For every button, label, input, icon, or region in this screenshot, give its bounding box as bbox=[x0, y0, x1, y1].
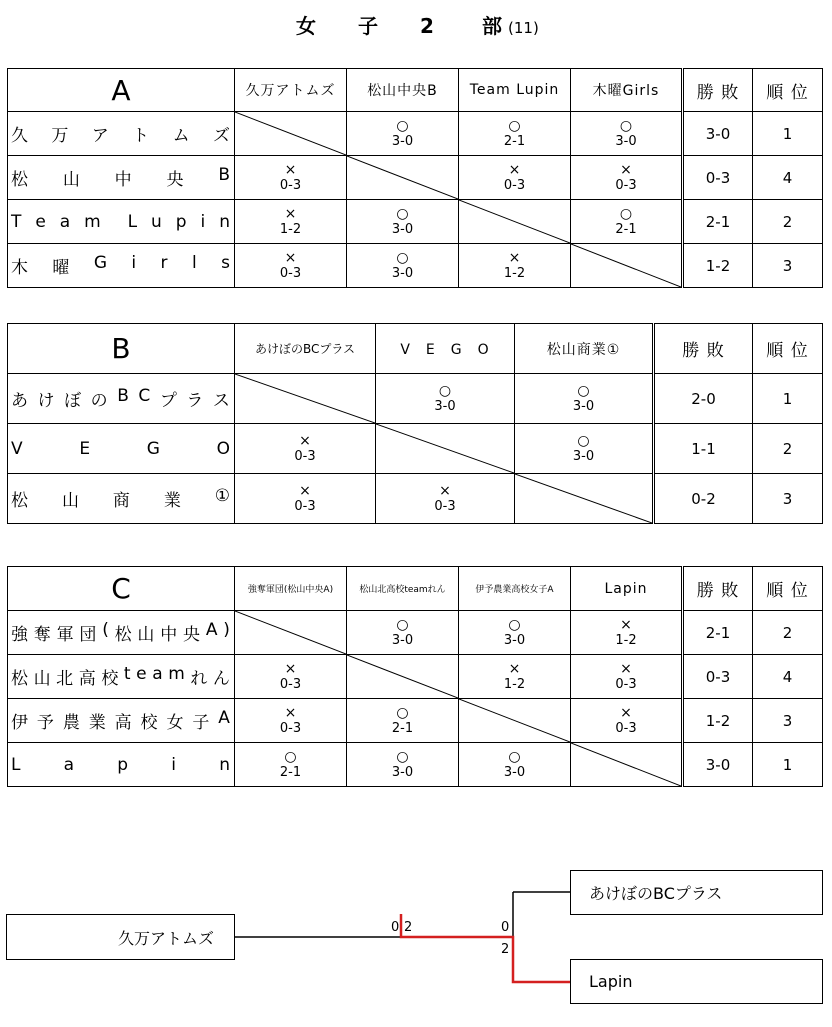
name-char: 奪 bbox=[33, 625, 52, 645]
match-score: 3-0 bbox=[391, 133, 414, 149]
name-char: ト bbox=[132, 126, 151, 146]
match-score: 3-0 bbox=[503, 764, 526, 780]
win-loss-record: 1-2 bbox=[683, 699, 753, 743]
name-char: の bbox=[90, 391, 109, 411]
loss-cross-icon: × bbox=[284, 205, 297, 222]
column-header-record: 勝 敗 bbox=[683, 567, 753, 611]
name-char: 央 bbox=[166, 170, 185, 190]
semi-score-top: 0 bbox=[501, 920, 510, 935]
match-score: 0-3 bbox=[615, 720, 637, 736]
name-char: け bbox=[37, 391, 56, 411]
name-char: 商 bbox=[112, 491, 131, 511]
match-score: 0-3 bbox=[294, 498, 316, 514]
name-char: s bbox=[221, 253, 231, 273]
name-char: 校 bbox=[140, 713, 159, 733]
name-char: 団 bbox=[79, 625, 98, 645]
bracket-team-left bbox=[6, 914, 235, 960]
win-loss-record: 0-3 bbox=[683, 156, 753, 200]
team-name: Lapin bbox=[589, 972, 633, 991]
match-score: 3-0 bbox=[391, 632, 414, 648]
loss-cross-icon: × bbox=[620, 161, 632, 178]
name-char: A bbox=[205, 620, 219, 640]
name-char: m bbox=[84, 211, 102, 232]
match-score: 3-0 bbox=[503, 632, 526, 648]
name-char: ) bbox=[223, 620, 231, 640]
win-circle-icon: ○ bbox=[396, 704, 409, 721]
name-char: 松 bbox=[11, 491, 29, 511]
win-circle-icon: ○ bbox=[438, 382, 452, 399]
loss-cross-icon: × bbox=[299, 482, 311, 499]
name-char: ス bbox=[212, 391, 231, 411]
column-header-team: 松山中央B bbox=[347, 69, 459, 112]
group-label: B bbox=[8, 324, 235, 374]
win-circle-icon: ○ bbox=[396, 616, 409, 633]
name-char: 松 bbox=[11, 170, 29, 190]
name-char: ① bbox=[214, 486, 231, 506]
name-char: 中 bbox=[114, 170, 133, 190]
win-circle-icon: ○ bbox=[396, 117, 409, 134]
name-char: ア bbox=[91, 126, 110, 146]
loss-cross-icon: × bbox=[284, 161, 297, 178]
name-char: E bbox=[79, 438, 92, 459]
column-header-team: 久万アトムズ bbox=[235, 69, 347, 112]
column-header-team: 強奪軍団(松山中央A) bbox=[235, 567, 347, 611]
name-char: ぼ bbox=[64, 391, 83, 411]
group-label: C bbox=[8, 567, 235, 611]
name-char: B bbox=[117, 386, 130, 406]
match-score: 0-3 bbox=[615, 177, 637, 193]
final-score-right: 2 bbox=[404, 920, 413, 935]
name-char: ん bbox=[212, 669, 231, 689]
rank: 3 bbox=[753, 474, 823, 524]
rank: 1 bbox=[753, 374, 823, 424]
name-char: ム bbox=[172, 126, 191, 146]
win-circle-icon: ○ bbox=[396, 249, 409, 266]
name-char: a bbox=[152, 664, 164, 684]
match-score: 3-0 bbox=[391, 265, 414, 281]
name-char: 山 bbox=[61, 491, 80, 511]
name-char: e bbox=[136, 664, 148, 684]
rank: 3 bbox=[753, 244, 823, 288]
title-char: 女 bbox=[296, 14, 316, 38]
column-header-rank: 順 位 bbox=[753, 567, 823, 611]
name-char: 北 bbox=[56, 669, 75, 689]
match-score: 0-3 bbox=[279, 720, 302, 736]
column-header-record: 勝 敗 bbox=[683, 69, 753, 112]
rank: 3 bbox=[753, 699, 823, 743]
name-char: p bbox=[117, 754, 130, 775]
match-score: 2-1 bbox=[615, 221, 637, 237]
rank: 2 bbox=[753, 200, 823, 244]
match-score: 2-1 bbox=[391, 720, 414, 736]
win-loss-record: 0-3 bbox=[683, 655, 753, 699]
name-char: a bbox=[63, 754, 76, 775]
column-header-team: Team Lupin bbox=[459, 69, 571, 112]
name-char: 山 bbox=[137, 625, 156, 645]
name-char: G bbox=[93, 253, 108, 273]
name-char: u bbox=[151, 211, 163, 232]
name-char: n bbox=[219, 754, 231, 775]
column-header-team: 伊予農業高校女子A bbox=[459, 567, 571, 611]
name-char: 中 bbox=[160, 625, 179, 645]
final-score-left: 0 bbox=[391, 920, 400, 935]
name-char: 山 bbox=[33, 669, 52, 689]
semi-score-bottom: 2 bbox=[501, 942, 510, 957]
title-char: 2 bbox=[420, 14, 434, 38]
name-char: p bbox=[175, 211, 188, 232]
bracket-team-top-right bbox=[570, 870, 823, 915]
rank: 1 bbox=[753, 112, 823, 156]
name-char: n bbox=[219, 211, 231, 232]
title-char: 子 bbox=[358, 14, 378, 38]
rank: 2 bbox=[753, 611, 823, 655]
win-loss-record: 3-0 bbox=[683, 743, 753, 787]
loss-cross-icon: × bbox=[284, 660, 297, 677]
match-score: 0-3 bbox=[279, 265, 302, 281]
title-char: 部 bbox=[482, 14, 502, 38]
name-char: l bbox=[191, 253, 198, 273]
name-char: m bbox=[168, 664, 186, 684]
name-char: 久 bbox=[11, 126, 29, 146]
column-header-team: 松山商業① bbox=[515, 324, 654, 374]
name-char: 万 bbox=[51, 126, 70, 146]
match-score: 0-3 bbox=[434, 498, 456, 514]
win-loss-record: 2-1 bbox=[683, 611, 753, 655]
win-circle-icon: ○ bbox=[577, 432, 590, 449]
match-score: 1-2 bbox=[279, 221, 302, 237]
name-char: i bbox=[171, 754, 177, 775]
name-char: 軍 bbox=[56, 625, 75, 645]
name-char: プ bbox=[159, 391, 178, 411]
name-char: 業 bbox=[88, 713, 107, 733]
name-char: 業 bbox=[163, 491, 182, 511]
column-header-record: 勝 敗 bbox=[654, 324, 753, 374]
name-char: e bbox=[35, 211, 47, 232]
match-score: 2-1 bbox=[503, 133, 526, 149]
loss-cross-icon: × bbox=[620, 704, 632, 721]
match-score: 0-3 bbox=[294, 448, 316, 464]
team-name: 久万アトムズ bbox=[117, 928, 214, 948]
win-circle-icon: ○ bbox=[284, 748, 297, 765]
name-char: 強 bbox=[11, 625, 29, 645]
match-score: 3-0 bbox=[615, 133, 637, 149]
loss-cross-icon: × bbox=[508, 161, 521, 178]
name-char: れ bbox=[190, 669, 209, 689]
match-score: 0-3 bbox=[503, 177, 526, 193]
rank: 4 bbox=[753, 156, 823, 200]
name-char: T bbox=[11, 211, 23, 232]
name-char: G bbox=[146, 438, 161, 459]
name-char: 曜 bbox=[52, 258, 71, 278]
loss-cross-icon: × bbox=[620, 616, 632, 633]
match-score: 2-1 bbox=[279, 764, 302, 780]
win-loss-record: 1-1 bbox=[654, 424, 753, 474]
match-score: 0-3 bbox=[279, 177, 302, 193]
name-char: 子 bbox=[192, 713, 211, 733]
win-loss-record: 3-0 bbox=[683, 112, 753, 156]
name-char: A bbox=[218, 708, 231, 728]
match-score: 3-0 bbox=[572, 398, 595, 414]
name-char: 央 bbox=[183, 625, 202, 645]
match-score: 3-0 bbox=[391, 764, 414, 780]
name-char: L bbox=[127, 211, 139, 232]
name-char: t bbox=[123, 664, 132, 684]
loss-cross-icon: × bbox=[439, 482, 451, 499]
column-header-team: Lapin bbox=[571, 567, 683, 611]
name-char: i bbox=[200, 211, 207, 232]
win-circle-icon: ○ bbox=[396, 748, 409, 765]
name-char: 松 bbox=[11, 669, 29, 689]
loss-cross-icon: × bbox=[284, 704, 297, 721]
win-circle-icon: ○ bbox=[619, 205, 633, 222]
name-char: 農 bbox=[62, 713, 81, 733]
name-char: ズ bbox=[212, 126, 231, 146]
match-score: 0-3 bbox=[279, 676, 302, 692]
name-char: 松 bbox=[114, 625, 133, 645]
name-char: あ bbox=[11, 391, 29, 411]
match-score: 1-2 bbox=[503, 265, 526, 281]
name-char: O bbox=[216, 438, 231, 459]
name-char: 高 bbox=[78, 669, 97, 689]
name-char: V bbox=[11, 438, 24, 459]
rank: 1 bbox=[753, 743, 823, 787]
match-score: 3-0 bbox=[391, 221, 414, 237]
name-char: 予 bbox=[36, 713, 55, 733]
win-loss-record: 0-2 bbox=[654, 474, 753, 524]
name-char: a bbox=[59, 211, 72, 232]
column-header-team: あけぼのBCプラス bbox=[235, 324, 376, 374]
name-char: 山 bbox=[62, 170, 81, 190]
column-header-team: 松山北高校teamれん bbox=[347, 567, 459, 611]
win-circle-icon: ○ bbox=[577, 382, 590, 399]
bracket-team-bottom-right bbox=[570, 959, 823, 1004]
loss-cross-icon: × bbox=[508, 660, 521, 677]
loss-cross-icon: × bbox=[299, 432, 311, 449]
loss-cross-icon: × bbox=[284, 249, 297, 266]
team-name: あけぼのBCプラス bbox=[589, 884, 723, 903]
name-char: 女 bbox=[166, 713, 185, 733]
match-score: 1-2 bbox=[503, 676, 526, 692]
loss-cross-icon: × bbox=[508, 249, 521, 266]
win-loss-record: 1-2 bbox=[683, 244, 753, 288]
name-char: ( bbox=[102, 620, 110, 640]
title-division-number: (11) bbox=[508, 19, 539, 37]
match-score: 3-0 bbox=[572, 448, 595, 464]
name-char: r bbox=[160, 253, 169, 273]
name-char: B bbox=[218, 165, 231, 185]
name-char: ラ bbox=[186, 391, 205, 411]
name-char: 校 bbox=[101, 669, 120, 689]
rank: 4 bbox=[753, 655, 823, 699]
rank: 2 bbox=[753, 424, 823, 474]
column-header-team: V E G O bbox=[376, 324, 515, 374]
match-score: 1-2 bbox=[615, 632, 637, 648]
name-char: i bbox=[131, 253, 138, 273]
name-char: 高 bbox=[114, 713, 133, 733]
name-char: C bbox=[138, 386, 152, 406]
match-score: 3-0 bbox=[434, 398, 456, 414]
win-circle-icon: ○ bbox=[508, 616, 521, 633]
column-header-rank: 順 位 bbox=[753, 69, 823, 112]
column-header-rank: 順 位 bbox=[753, 324, 823, 374]
winner-path bbox=[401, 914, 570, 982]
win-loss-record: 2-1 bbox=[683, 200, 753, 244]
column-header-team: 木曜Girls bbox=[571, 69, 683, 112]
name-char: L bbox=[11, 754, 22, 775]
win-circle-icon: ○ bbox=[508, 748, 521, 765]
win-circle-icon: ○ bbox=[619, 117, 633, 134]
group-label: A bbox=[8, 69, 235, 112]
win-circle-icon: ○ bbox=[508, 117, 521, 134]
loss-cross-icon: × bbox=[620, 660, 632, 677]
name-char: 伊 bbox=[11, 713, 29, 733]
win-circle-icon: ○ bbox=[396, 205, 409, 222]
match-score: 0-3 bbox=[615, 676, 637, 692]
name-char: 木 bbox=[11, 258, 29, 278]
win-loss-record: 2-0 bbox=[654, 374, 753, 424]
